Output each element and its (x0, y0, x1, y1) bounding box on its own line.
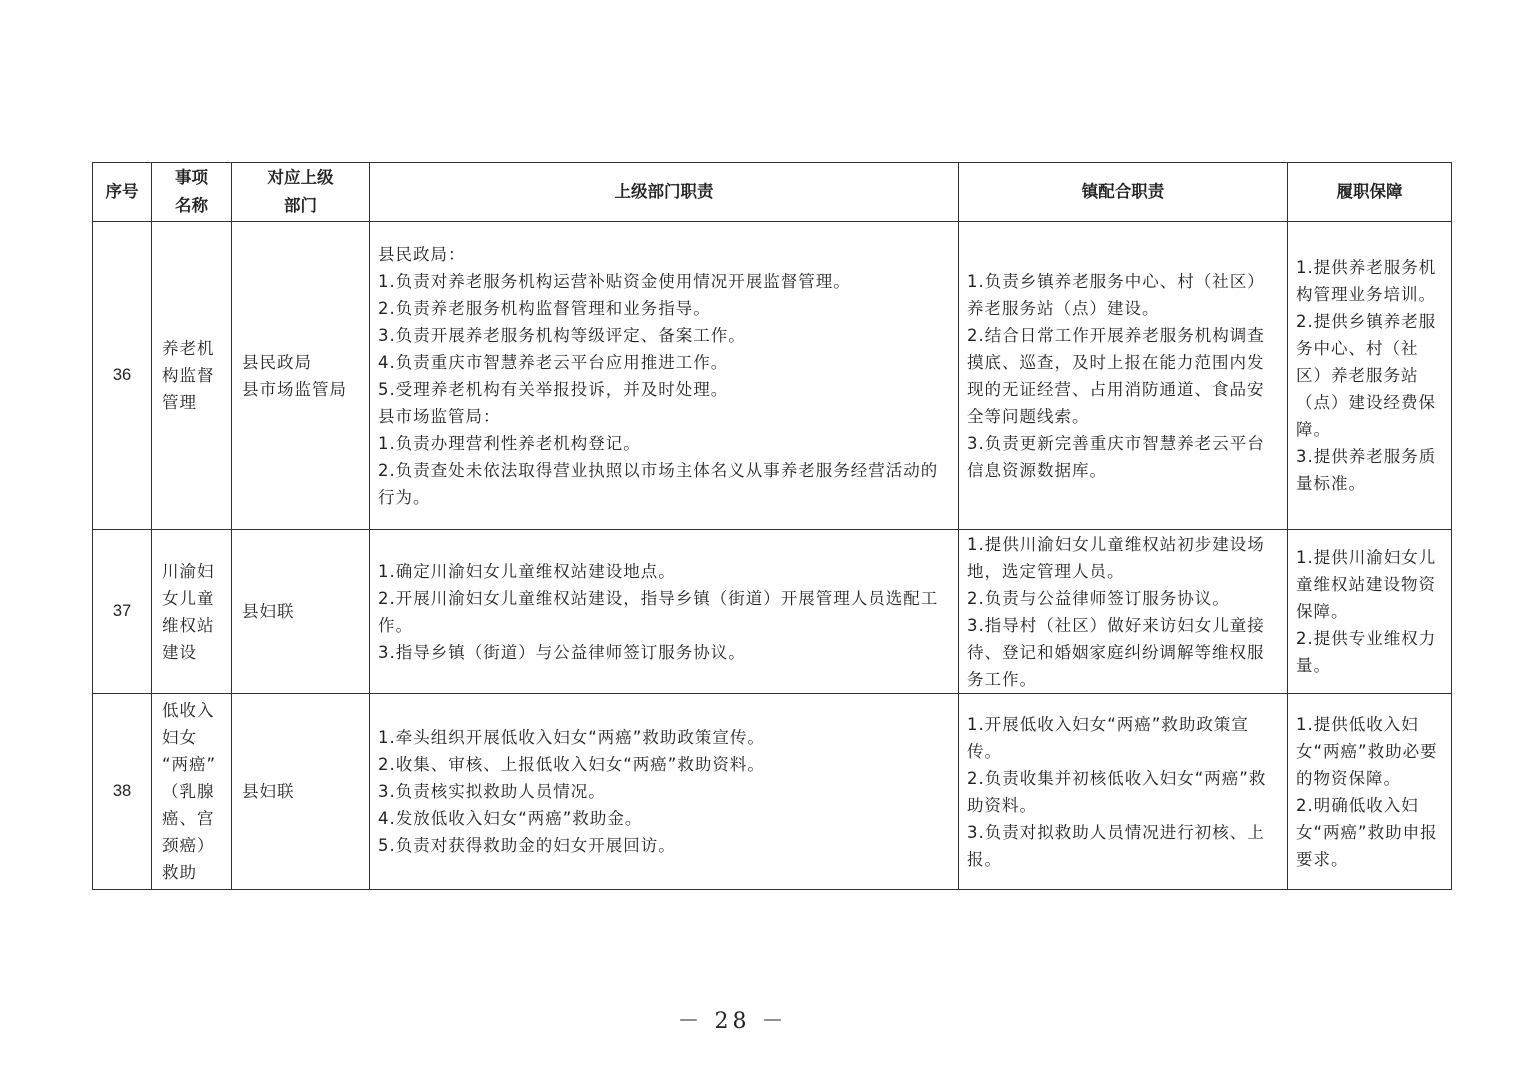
row-upper-duty: 1.牵头组织开展低收入妇女“两癌”救助政策宣传。 2.收集、审核、上报低收入妇女“两癌”救助资料。 3.负责核实拟救助人员情况。 4.发放低收入妇女“两癌”救助金。 5.负责对获得救助金的妇女开展回访。 (370, 694, 959, 890)
row-guarantee: 1.提供养老服务机构管理业务培训。 2.提供乡镇养老服务中心、村（社区）养老服务站（点）建设经费保障。 3.提供养老服务质量标准。 (1288, 222, 1452, 530)
header-upper-dept: 对应上级 部门 (232, 163, 370, 222)
header-town-duty: 镇配合职责 (959, 163, 1288, 222)
row-guarantee: 1.提供川渝妇女儿童维权站建设物资保障。 2.提供专业维权力量。 (1288, 530, 1452, 694)
row-upper-duty: 1.确定川渝妇女儿童维权站建设地点。 2.开展川渝妇女儿童维权站建设，指导乡镇（街道）开展管理人员选配工作。 3.指导乡镇（街道）与公益律师签订服务协议。 (370, 530, 959, 694)
page-number: － 28 － (677, 1009, 788, 1034)
row-guarantee: 1.提供低收入妇女“两癌”救助必要的物资保障。 2.明确低收入妇女“两癌”救助申报要求。 (1288, 694, 1452, 890)
row-upper-dept: 县民政局 县市场监管局 (232, 222, 370, 530)
row-item-name: 低收入 妇女 “两癌” （乳腺 癌、宫 颈癌） 救助 (152, 694, 232, 890)
header-guarantee: 履职保障 (1288, 163, 1452, 222)
table-row (93, 694, 1452, 890)
row-town-duty: 1.提供川渝妇女儿童维权站初步建设场地，选定管理人员。 2.负责与公益律师签订服务协议。 3.指导村（社区）做好来访妇女儿童接待、登记和婚姻家庭纠纷调解等维权服务工作。 (959, 530, 1288, 694)
row-item-name: 川渝妇 女儿童 维权站 建设 (152, 530, 232, 694)
row-seq: 37 (93, 530, 152, 694)
row-upper-dept: 县妇联 (232, 530, 370, 694)
row-upper-duty: 县民政局： 1.负责对养老服务机构运营补贴资金使用情况开展监督管理。 2.负责养老服务机构监督管理和业务指导。 3.负责开展养老服务机构等级评定、备案工作。 4.负责重庆市智慧养老云平台应用推进工作。 5.受理养老机构有关举报投诉，并及时处理。 县市场监管局： 1.负责办理营利性养老机构登记。 2.负责查处未依法取得营业执照以市场主体名义从事养老服务经营活动的行为。 (370, 222, 959, 530)
row-upper-dept: 县妇联 (232, 694, 370, 890)
row-town-duty: 1.负责乡镇养老服务中心、村（社区）养老服务站（点）建设。 2.结合日常工作开展养老服务机构调查摸底、巡查，及时上报在能力范围内发现的无证经营、占用消防通道、食品安全等问题线索。 3.负责更新完善重庆市智慧养老云平台信息资源数据库。 (959, 222, 1288, 530)
duty-table (92, 162, 1452, 890)
table-row (93, 222, 1452, 530)
header-row (93, 163, 1452, 222)
row-seq: 36 (93, 222, 152, 530)
row-town-duty: 1.开展低收入妇女“两癌”救助政策宣传。 2.负责收集并初核低收入妇女“两癌”救助资料。 3.负责对拟救助人员情况进行初核、上报。 (959, 694, 1288, 890)
header-item-name: 事项 名称 (152, 163, 232, 222)
row-seq: 38 (93, 694, 152, 890)
header-upper-duty: 上级部门职责 (370, 163, 959, 222)
table-row (93, 530, 1452, 694)
row-item-name: 养老机 构监督 管理 (152, 222, 232, 530)
header-seq: 序号 (93, 163, 152, 222)
